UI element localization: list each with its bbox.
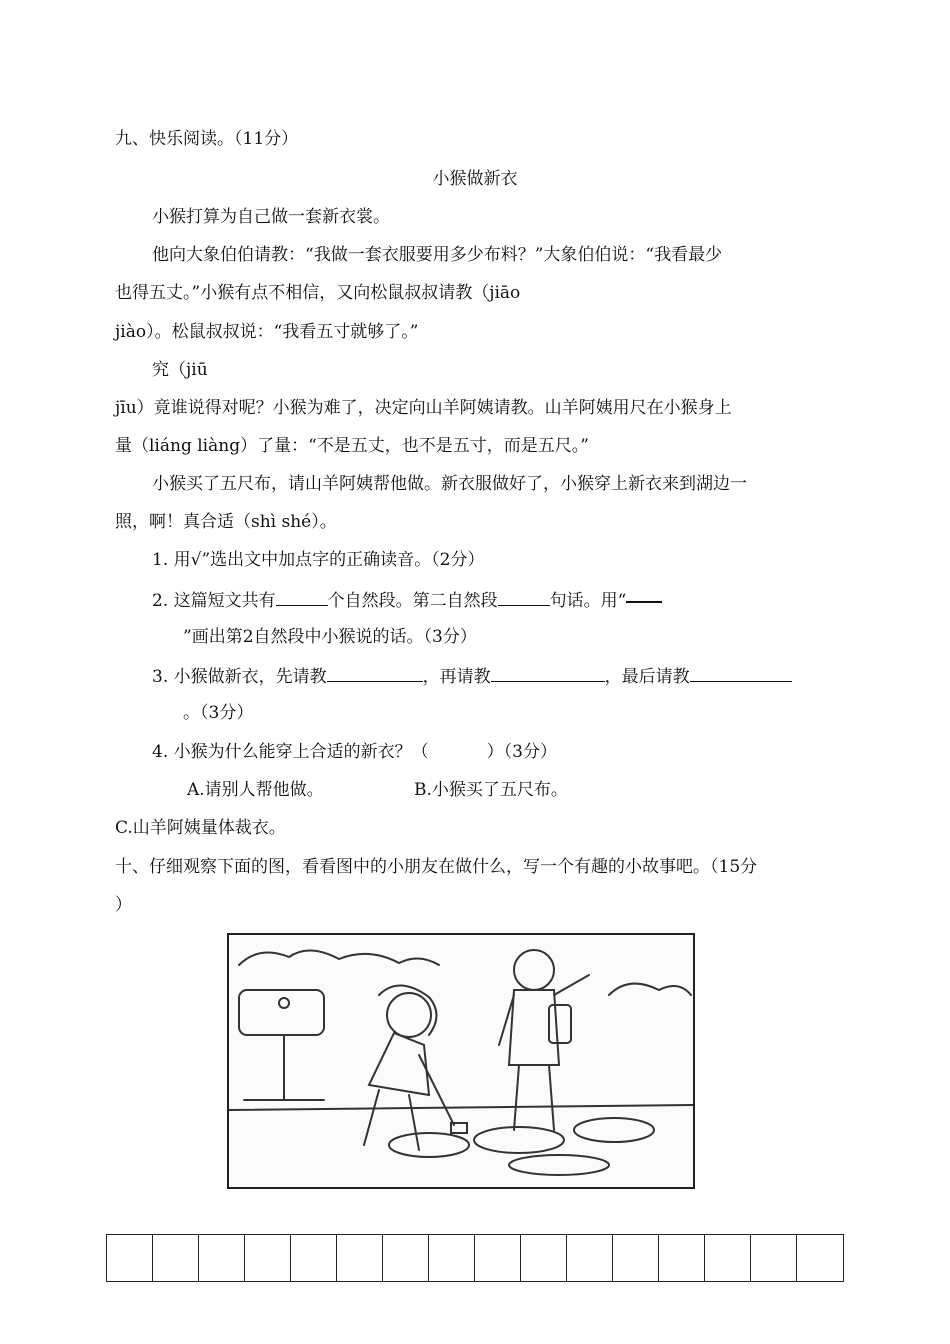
- writing-grid-cell[interactable]: [245, 1235, 291, 1281]
- story-paragraph-4-line2: 照，啊！真合适（shì shé）。: [115, 512, 337, 532]
- answer-blank-first-ask[interactable]: [327, 663, 423, 682]
- section9-heading: 九、快乐阅读。（11分）: [115, 129, 299, 149]
- story-paragraph-3-line3: 量（liáng liàng）了量：“不是五丈，也不是五寸，而是五尺。”: [115, 436, 589, 456]
- writing-grid-cell[interactable]: [107, 1235, 153, 1281]
- writing-grid-cell[interactable]: [751, 1235, 797, 1281]
- writing-grid-cell[interactable]: [153, 1235, 199, 1281]
- illustration-drawing: [229, 935, 693, 1187]
- story-paragraph-2-line1: 他向大象伯伯请教：“我做一套衣服要用多少布料？”大象伯伯说：“我看最少: [152, 245, 723, 265]
- question-4: [152, 740, 557, 764]
- section10-heading-line2: ）: [115, 895, 132, 915]
- illustration-children-playing: [227, 933, 695, 1189]
- answer-blank-sentence-count[interactable]: [498, 587, 550, 606]
- option-a: A.请别人帮他做。: [187, 780, 324, 800]
- question-4-text-b: ）（3分）: [486, 742, 557, 762]
- writing-grid-cell[interactable]: [383, 1235, 429, 1281]
- story-paragraph-3-line1: 究（jiū: [152, 360, 208, 380]
- answer-blank-last-ask[interactable]: [690, 663, 792, 682]
- writing-grid-cell[interactable]: [521, 1235, 567, 1281]
- writing-grid-cell[interactable]: [567, 1235, 613, 1281]
- question-2-line2: ”画出第2自然段中小猴说的话。（3分）: [183, 627, 477, 647]
- writing-grid-cell[interactable]: [659, 1235, 705, 1281]
- question-2-text-c: 句话。用“: [549, 591, 627, 611]
- writing-grid-cell[interactable]: [291, 1235, 337, 1281]
- writing-grid-cell[interactable]: [797, 1235, 843, 1281]
- option-c: C.山羊阿姨量体裁衣。: [115, 818, 286, 838]
- writing-grid-cell[interactable]: [429, 1235, 475, 1281]
- answer-blank-paragraph-count[interactable]: [276, 587, 328, 606]
- option-b: B.小猴买了五尺布。: [414, 780, 568, 800]
- story-paragraph-2-line3: jiào）。松鼠叔叔说：“我看五寸就够了。”: [115, 322, 419, 342]
- writing-grid-cell[interactable]: [475, 1235, 521, 1281]
- question-3-text-a: 3. 小猴做新衣，先请教: [152, 667, 327, 687]
- writing-grid-cell[interactable]: [337, 1235, 383, 1281]
- question-1: 1. 用√”选出文中加点字的正确读音。（2分）: [152, 550, 485, 570]
- story-paragraph-1: 小猴打算为自己做一套新衣裳。: [152, 207, 390, 227]
- section10-heading-line1: 十、仔细观察下面的图，看看图中的小朋友在做什么，写一个有趣的小故事吧。（15分: [115, 857, 758, 877]
- writing-grid-cell[interactable]: [199, 1235, 245, 1281]
- question-2-text-b: 个自然段。第二自然段: [327, 591, 498, 611]
- underline-mark-sample: [626, 601, 662, 603]
- answer-blank-second-ask[interactable]: [491, 663, 605, 682]
- question-2: [152, 587, 662, 613]
- writing-grid-cell[interactable]: [613, 1235, 659, 1281]
- writing-grid-cell[interactable]: [705, 1235, 751, 1281]
- story-paragraph-4-line1: 小猴买了五尺布，请山羊阿姨帮他做。新衣服做好了，小猴穿上新衣来到湖边一: [152, 474, 747, 494]
- question-4-text-a: 4. 小猴为什么能穿上合适的新衣？（: [152, 742, 429, 762]
- story-paragraph-2-line2: 也得五丈。”小猴有点不相信，又向松鼠叔叔请教（jiāo: [115, 283, 521, 303]
- writing-grid[interactable]: [106, 1234, 844, 1282]
- question-3-text-c: ，最后请教: [604, 667, 690, 687]
- question-3: [152, 663, 792, 689]
- question-3-line2: 。（3分）: [183, 703, 254, 723]
- story-paragraph-3-line2: jīu）竟谁说得对呢？小猴为难了，决定向山羊阿姨请教。山羊阿姨用尺在小猴身上: [115, 398, 732, 418]
- question-3-text-b: ，再请教: [422, 667, 491, 687]
- question-2-text-a: 2. 这篇短文共有: [152, 591, 276, 611]
- story-title: 小猴做新衣: [432, 169, 518, 189]
